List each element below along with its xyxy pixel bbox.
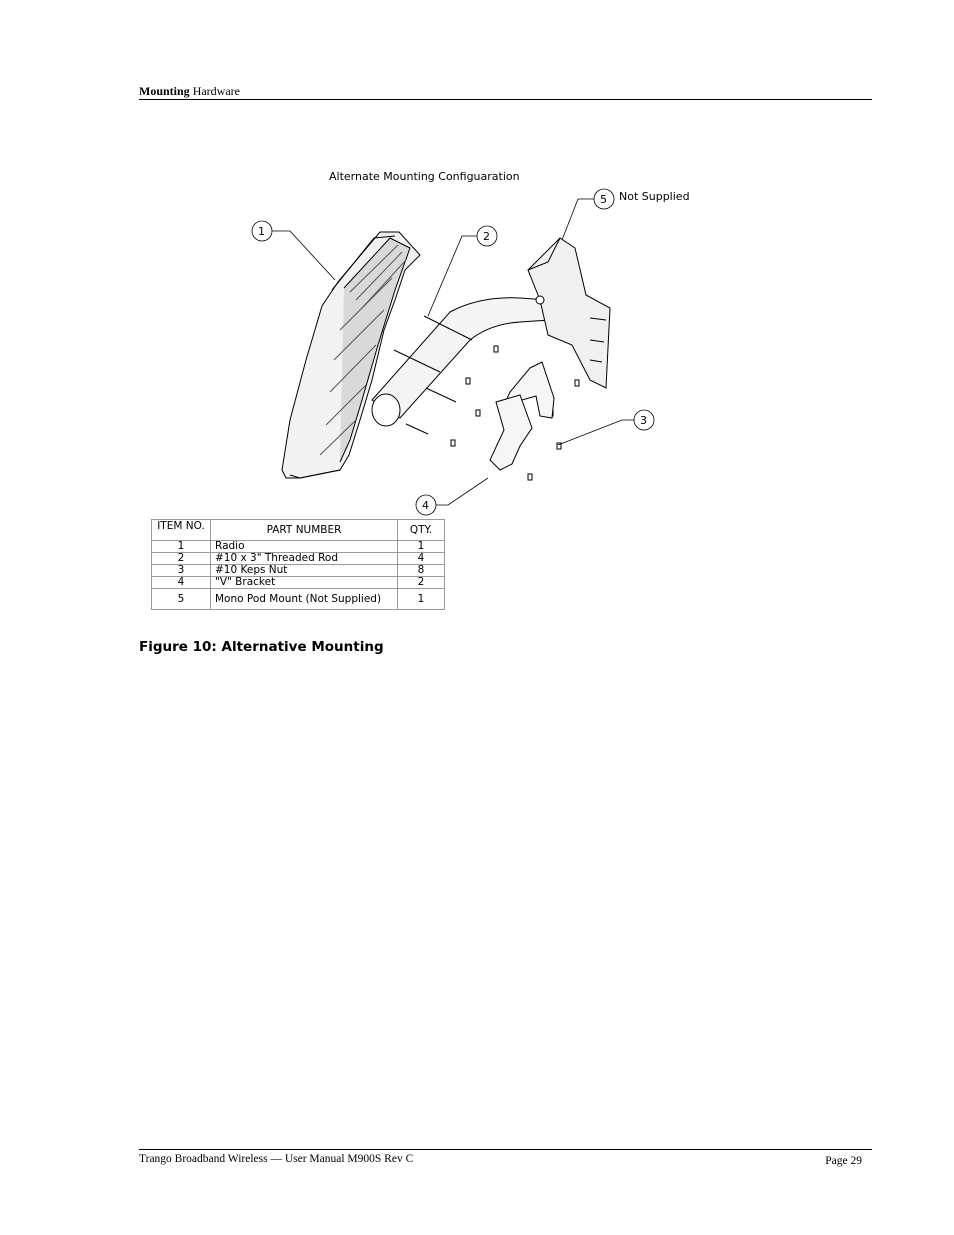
header-rest: Hardware [189,84,240,98]
figure-caption: Figure 10: Alternative Mounting [139,639,384,655]
balloon-5: 5 [600,193,607,206]
balloon-4: 4 [422,499,429,512]
v-brackets [490,362,554,470]
bill-of-materials [151,519,445,610]
bom-header-qty: QTY. [398,520,445,541]
radio-unit [282,232,420,478]
header-bold: Mounting [139,84,190,98]
balloon-3: 3 [640,414,647,427]
table-row: 4 "V" Bracket 2 [152,577,445,589]
not-supplied-label: Not Supplied [619,190,690,203]
bom-header-part: PART NUMBER [211,520,398,541]
bom-header-item: ITEM NO. [152,520,211,541]
table-row: 2 #10 x 3" Threaded Rod 4 [152,553,445,565]
table-row: 1 Radio 1 [152,541,445,553]
table-row: 3 #10 Keps Nut 8 [152,565,445,577]
table-row: 5 Mono Pod Mount (Not Supplied) 1 [152,589,445,610]
page-number: Page 29 [825,1155,862,1167]
footer-title: Trango Broadband Wireless — User Manual M900S Rev C [139,1153,414,1165]
page-footer [139,1149,872,1166]
balloon-2: 2 [483,230,490,243]
drawing-title: Alternate Mounting Configuaration [329,170,520,183]
balloon-1: 1 [258,225,265,238]
